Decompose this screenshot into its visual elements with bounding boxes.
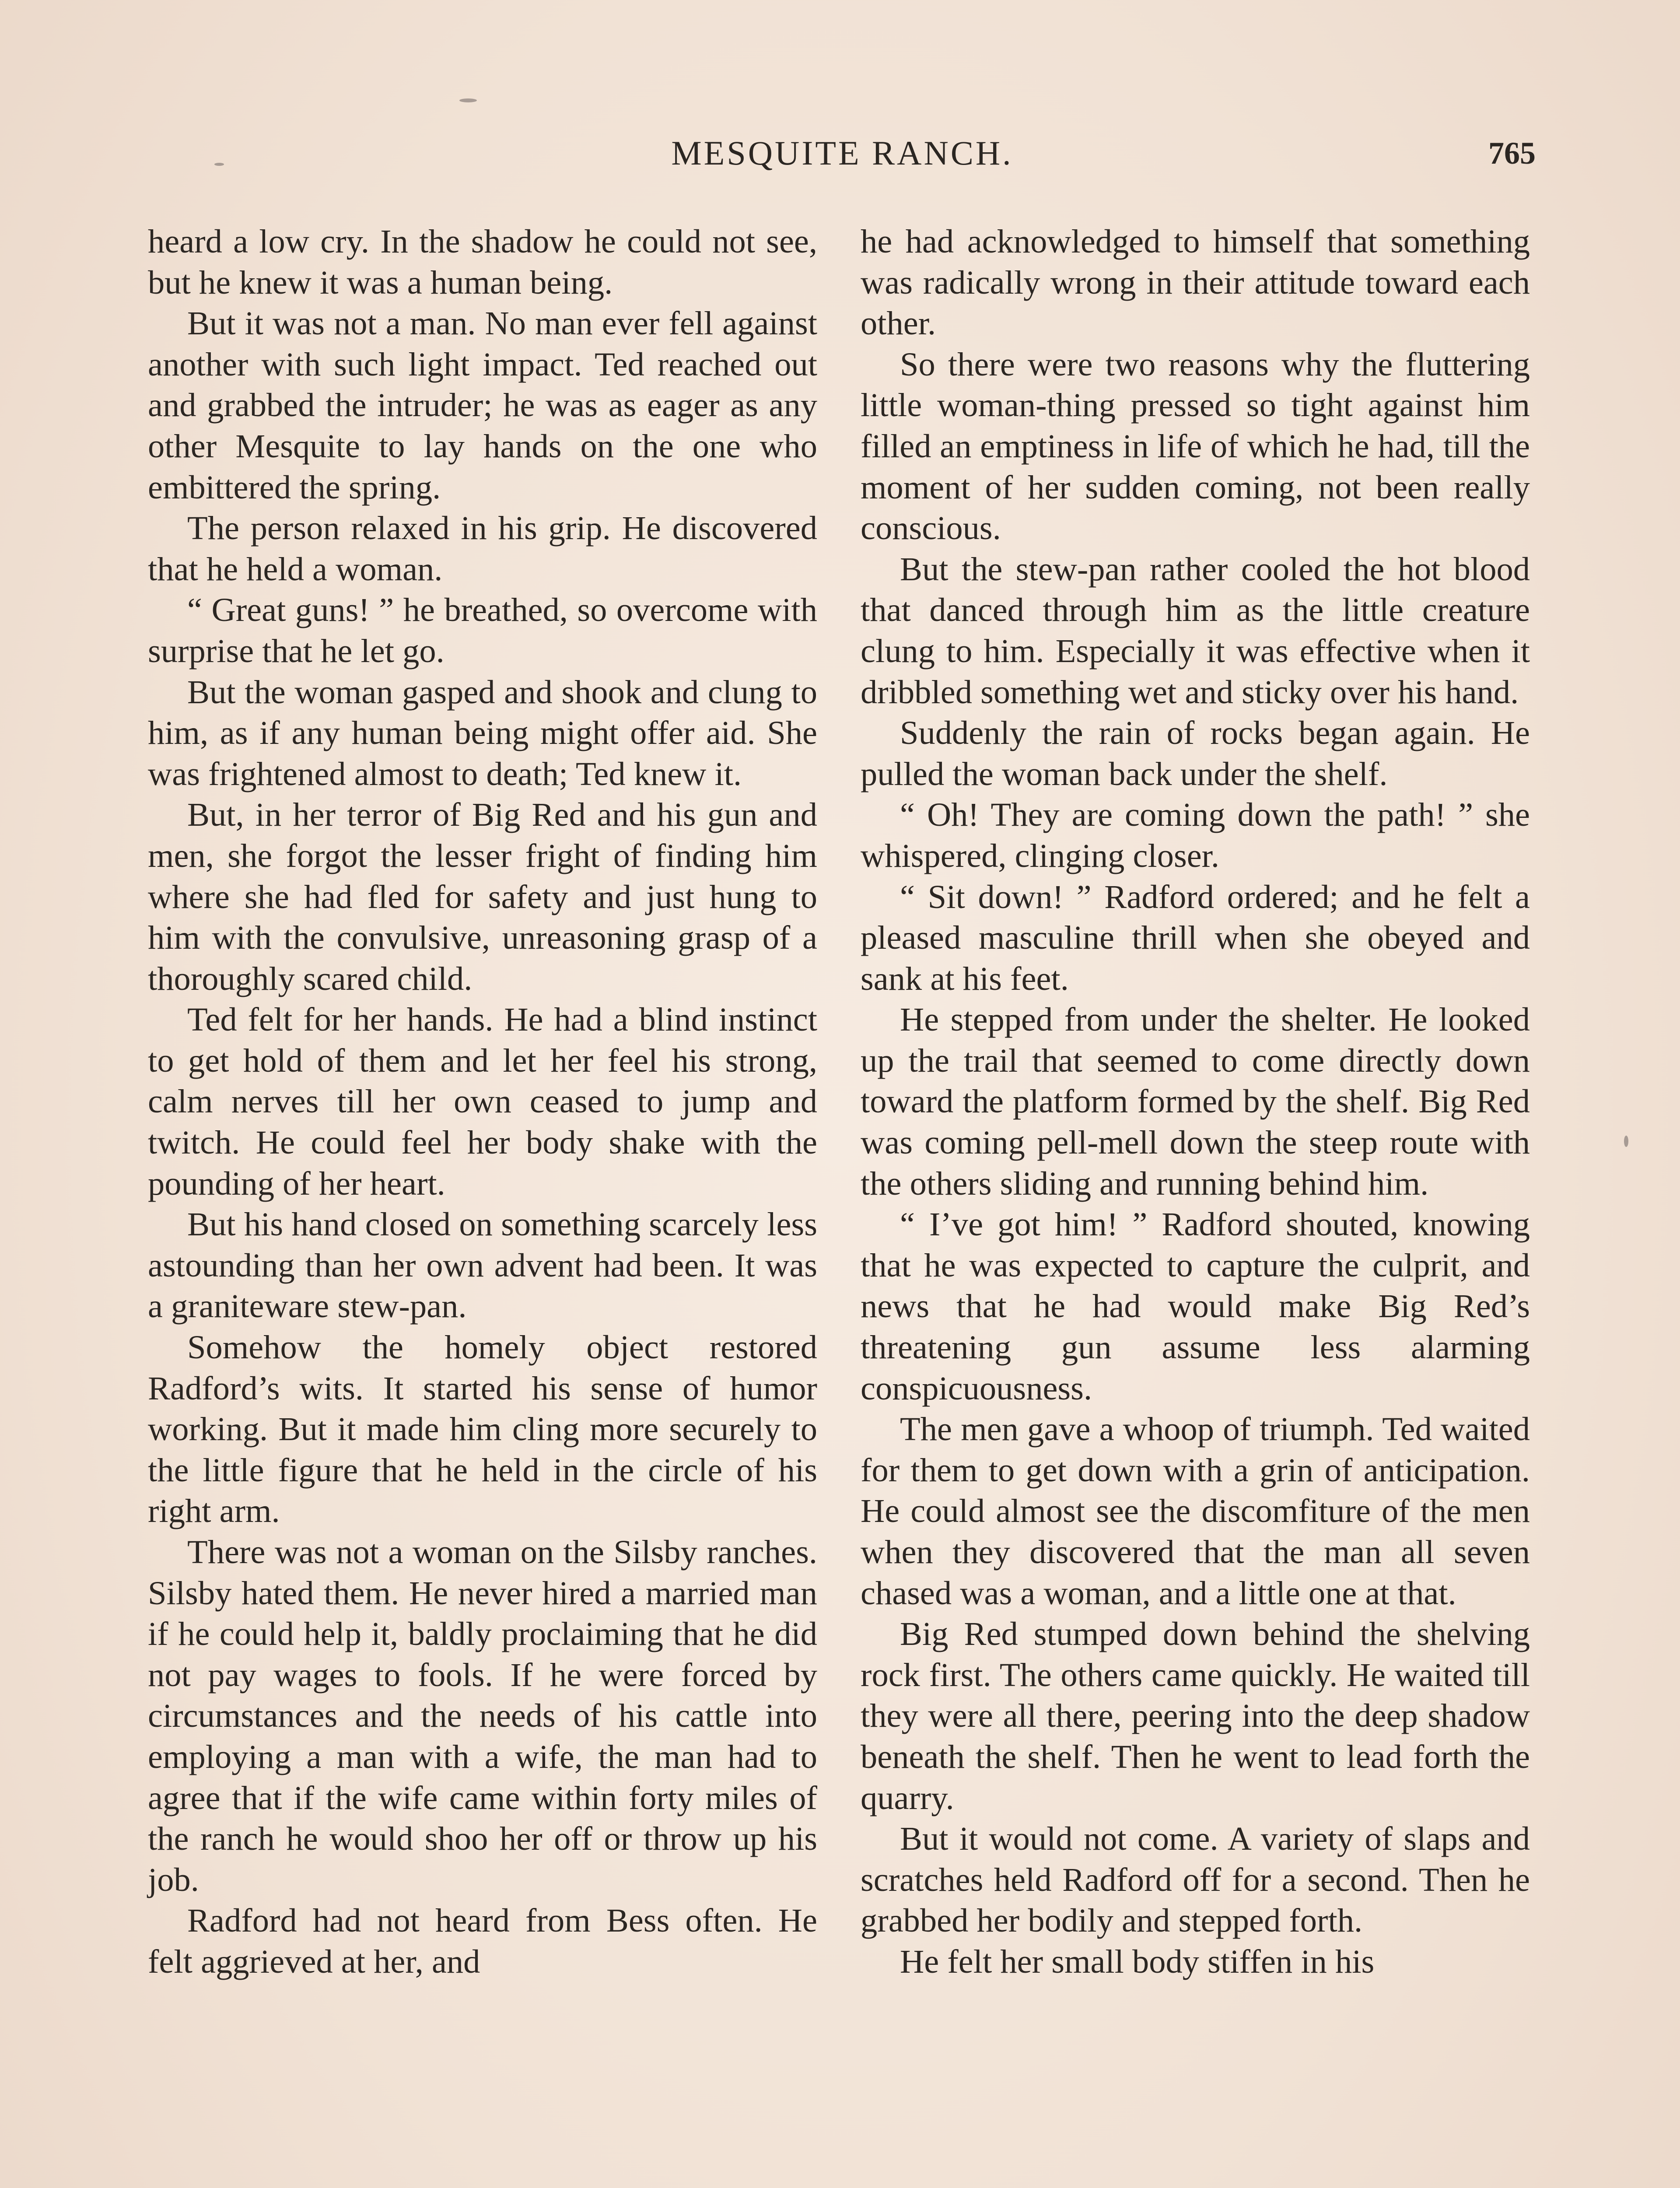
paragraph: The person relaxed in his grip. He discovered that he held a woman. xyxy=(148,509,817,588)
paragraph: But the woman gasped and shook and clung to him, as if any human being might offer aid. She was frightened almost to death; Ted knew it. xyxy=(148,673,817,792)
paragraph: But it would not come. A variety of slaps and scratches held Radford off for a second. Then he grabbed her bodily and stepped forth. xyxy=(861,1820,1530,1939)
paragraph: Big Red stumped down behind the shelving rock first. The others came quickly. He waited till they were all there, peering into the deep shadow beneath the shelf. Then he went to lead forth the quarry. xyxy=(861,1615,1530,1816)
paragraph: he had acknowledged to himself that something was radically wrong in their attitude toward each other. xyxy=(861,223,1530,342)
paragraph: But the stew-pan rather cooled the hot blood that danced through him as the little creature clung to him. Especially it was effective when it dribbled something wet and sticky over his hand. xyxy=(861,550,1530,711)
paragraph: “ Oh! They are coming down the path! ” she whispered, clinging closer. xyxy=(861,796,1530,874)
page-header xyxy=(149,127,1536,179)
paragraph: There was not a woman on the Silsby ranches. Silsby hated them. He never hired a married man if he could help it, baldly proclaiming that he did not pay wages to fools. If he were forced by circumstances and the needs of his cattle into employing a man with a wife, the man had to agree that if the wife came within forty miles of the ranch he would shoo her off or throw up his job. xyxy=(148,1533,817,1898)
paragraph: Somehow the homely object restored Radford’s wits. It started his sense of humor working. But it made him cling more securely to the little figure that he held in the circle of his right arm. xyxy=(148,1329,817,1530)
paragraph: “ Great guns! ” he breathed, so overcome with surprise that he let go. xyxy=(148,591,817,670)
paragraph: He felt her small body stiffen in his xyxy=(900,1943,1375,1980)
paper-speck xyxy=(214,163,224,166)
left-column xyxy=(148,221,817,1982)
paragraph: But his hand closed on something scarcely less astounding than her own advent had been. It was a graniteware stew-pan. xyxy=(148,1206,817,1325)
paragraph: The men gave a whoop of triumph. Ted waited for them to get down with a grin of anticipation. He could almost see the discomfiture of the men when they discovered that the man all seven chased was a woman, and a little one at that. xyxy=(861,1410,1530,1612)
paragraph: But, in her terror of Big Red and his gun and men, she forgot the lesser fright of finding him where she had fled for safety and just hung to him with the convulsive, unreasoning grasp of a thoroughly scared child. xyxy=(148,796,817,997)
paper-speck xyxy=(459,98,477,102)
paragraph: Ted felt for her hands. He had a blind instinct to get hold of them and let her feel his strong, calm nerves till her own ceased to jump and twitch. He could feel her body shake with the pounding of her heart. xyxy=(148,1001,817,1202)
paragraph: He stepped from under the shelter. He looked up the trail that seemed to come directly down toward the platform formed by the shelf. Big Red was coming pell-mell down the steep route with the others sliding and running behind him. xyxy=(861,1001,1530,1202)
paragraph: Suddenly the rain of rocks began again. He pulled the woman back under the shelf. xyxy=(861,714,1530,792)
page-number: 765 xyxy=(1488,136,1536,171)
right-column xyxy=(861,221,1530,1982)
paragraph: heard a low cry. In the shadow he could not see, but he knew it was a human being. xyxy=(148,223,817,301)
paper-speck xyxy=(1624,1136,1628,1147)
running-title: MESQUITE RANCH. xyxy=(671,134,1013,172)
paragraph: Radford had not heard from Bess often. He felt aggrieved at her, and xyxy=(148,1902,817,1980)
paragraph: “ I’ve got him! ” Radford shouted, knowing that he was expected to capture the culprit, and news that he had would make Big Red’s threatening gun assume less alarming conspicuousness. xyxy=(861,1206,1530,1407)
paragraph: So there were two reasons why the fluttering little woman-thing pressed so tight against him filled an emptiness in life of which he had, till the moment of her sudden coming, not been really conscious. xyxy=(861,345,1530,547)
paragraph: “ Sit down! ” Radford ordered; and he felt a pleased masculine thrill when she obeyed and sank at his feet. xyxy=(861,878,1530,997)
paragraph: But it was not a man. No man ever fell against another with such light impact. Ted reached out and grabbed the intruder; he was as eager as any other Mesquite to lay hands on the one who embittered the spring. xyxy=(148,305,817,506)
